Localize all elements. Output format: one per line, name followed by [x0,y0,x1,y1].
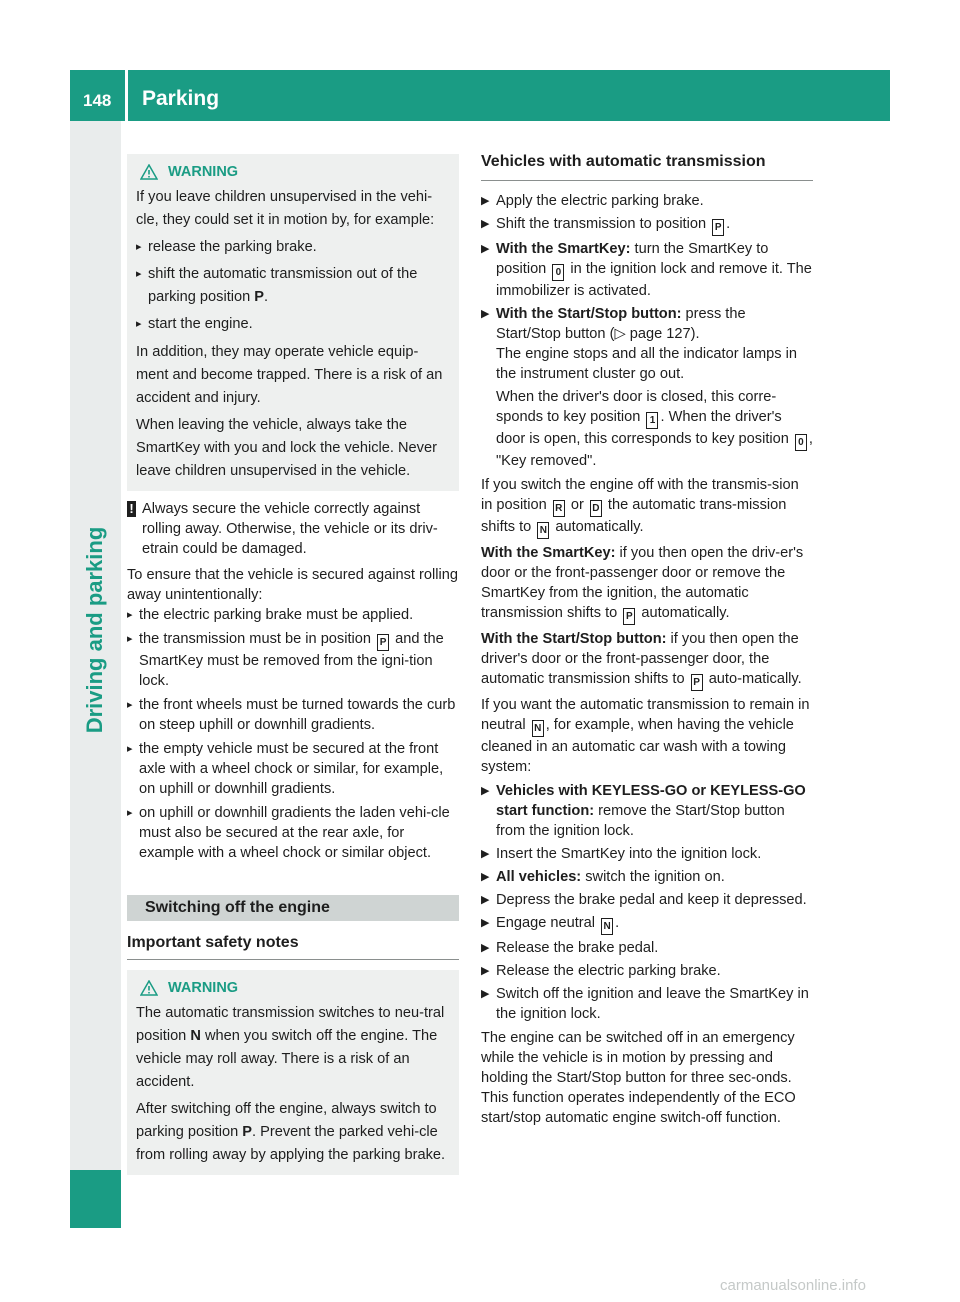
step-item: ▶ With the SmartKey: turn the SmartKey to position 0 in the ignition lock and remove it. The immobilizer is activated. [481,239,813,301]
warning-text: In addition, they may operate vehicle equip-ment and become trapped. There is a risk of an accident and injury. [136,344,443,406]
body-text: With the Start/Stop button: if you then open the driver's door or the front-passenger door, the automatic transmission shifts to P auto-matically. [481,629,813,691]
step-item: ▶ Release the electric parking brake. [481,961,813,981]
list-item: ▸ the front wheels must be turned towards the curb on steep uphill or downhill gradients. [127,695,459,735]
warning-heading: WARNING [136,162,450,182]
gear-p-symbol: P [623,608,635,625]
left-column [127,154,459,1175]
gear-p-symbol: P [691,674,703,691]
warning-box [127,154,459,491]
step-item: ▶ With the Start/Stop button: press the Start/Stop button (▷ page 127). The engine stops and all the indicator lamps in the instrument cluster go out. When the driver's door is closed, this corre-sponds to key position 1 . When the driver's door is open, this corresponds to key position 0 , "Key removed". [481,304,813,471]
chapter-tab [70,1170,121,1228]
step-item: ▶ Depress the brake pedal and keep it depressed. [481,890,813,910]
step-item: ▶ Switch off the ignition and leave the SmartKey in the ignition lock. [481,984,813,1024]
damage-note: ! Always secure the vehicle correctly against rolling away. Otherwise, the vehicle or its driv-etrain could be damaged. [127,499,459,559]
body-text: To ensure that the vehicle is secured against rolling away unintentionally: [127,567,458,603]
gear-p-symbol: P [377,634,389,651]
list-item: ▸ on uphill or downhill gradients the laden vehi-cle must also be secured at the rear axle, for example with a wheel chock or similar object. [127,803,459,863]
steps-list [481,781,813,1024]
step-item: ▶ Insert the SmartKey into the ignition lock. [481,844,813,864]
key-position-0-symbol: 0 [552,264,564,281]
gear-p-symbol: P [712,219,724,236]
steps-list [481,191,813,471]
list-item: ▸ start the engine. [136,313,450,336]
gear-n-symbol: N [537,522,549,539]
warning-triangle-icon [140,164,158,180]
subsection-heading: Important safety notes [127,933,459,960]
warning-text: The automatic transmission switches to neu-tral position N when you switch off the engine. The vehicle may roll away. There is a risk of an accident. [136,1005,445,1090]
exclamation-icon: ! [127,501,136,517]
step-item: ▶ Vehicles with KEYLESS-GO or KEYLESS-GO start function: remove the Start/Stop button from the ignition lock. [481,781,813,841]
list-item: ▸ the electric parking brake must be applied. [127,605,459,625]
header-divider [125,70,128,121]
warning-heading: WARNING [136,978,450,998]
list-item: ▸ release the parking brake. [136,236,450,259]
body-text: With the SmartKey: if you then open the driv-er's door or the front-passenger door or remove the SmartKey from the ignition, the automatic transmission shifts to P automatically. [481,543,813,625]
gear-r-symbol: R [553,500,565,517]
warning-triangle-icon [140,980,158,996]
section-heading: Vehicles with automatic transmission [481,152,813,181]
step-item: ▶ Shift the transmission to position P . [481,214,813,236]
key-position-0-symbol: 0 [795,434,807,451]
step-item: ▶ Release the brake pedal. [481,938,813,958]
body-text: If you want the automatic transmission to remain in neutral N , for example, when having the vehicle cleaned in an automatic car wash with a towing system: [481,697,810,775]
gear-n-symbol: N [532,720,544,737]
warning-list [136,236,450,336]
list-item: ▸ the transmission must be in position P and the SmartKey must be removed from the igni-tion lock. [127,629,459,691]
right-column [481,152,813,1128]
page-reference: ▷ page 127 [614,326,691,342]
list-item: ▸ shift the automatic transmission out of the parking position P. [136,263,450,309]
step-item: ▶ Engage neutral N . [481,913,813,935]
warning-text: If you leave children unsupervised in the vehi-cle, they could set it in motion by, for example: [136,189,435,228]
step-item: ▶ All vehicles: switch the ignition on. [481,867,813,887]
warning-box [127,970,459,1175]
gear-d-symbol: D [590,500,602,517]
key-position-1-symbol: 1 [646,412,658,429]
warning-text: When leaving the vehicle, always take the SmartKey with you and lock the vehicle. Never leave children unsupervised in the vehicle. [136,417,437,479]
page-title: Parking [142,87,220,110]
warning-text: After switching off the engine, always switch to parking position P. Prevent the parked vehi-cle from rolling away by applying the parking brake. [136,1101,446,1163]
page-number: 148 [83,91,112,110]
watermark-link[interactable]: carmanualsonline.info [720,1277,866,1294]
list-item: ▸ the empty vehicle must be secured at the front axle with a wheel chock or similar, for example, on uphill or downhill gradients. [127,739,459,799]
step-item: ▶ Apply the electric parking brake. [481,191,813,211]
section-heading: Switching off the engine [127,895,459,921]
chapter-label: Driving and parking [82,526,107,734]
body-text: If you switch the engine off with the transmis-sion in position R or D the automatic trans-mission shifts to N automatically. [481,475,813,539]
securing-list [127,605,459,863]
gear-n-symbol: N [601,918,613,935]
body-text: The engine can be switched off in an emergency while the vehicle is in motion by pressing and holding the Start/Stop button for three sec-onds. This function operates independently of the ECO start/stop automatic engine switch-off function. [481,1030,796,1126]
